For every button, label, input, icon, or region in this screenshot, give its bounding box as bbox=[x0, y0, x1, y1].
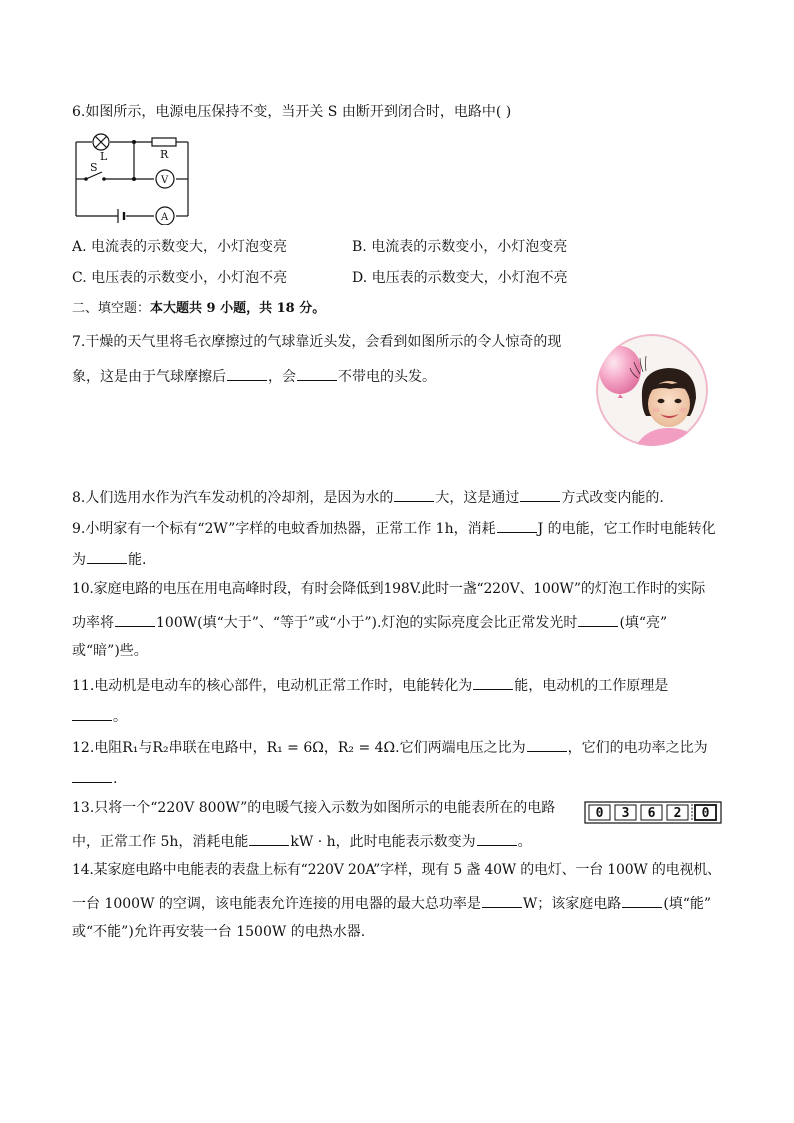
q10-text-c: 100W(填“大于”、“等于”或“小于”).灯泡的实际亮度会比正常发光时 bbox=[156, 615, 578, 631]
q11-line1 bbox=[72, 675, 668, 695]
q9-text-b: J 的电能，它工作时电能转化 bbox=[537, 521, 716, 537]
q14-text-c: W；该家庭电路 bbox=[522, 896, 622, 912]
answer-blank[interactable] bbox=[527, 737, 567, 752]
q10-text-d: (填“亮” bbox=[619, 615, 668, 631]
answer-blank[interactable] bbox=[87, 549, 127, 564]
answer-blank[interactable] bbox=[473, 675, 513, 690]
answer-blank[interactable] bbox=[520, 487, 560, 502]
q11-text-b: 能，电动机的工作原理是 bbox=[514, 678, 669, 694]
q14-text-d: (填“能” bbox=[663, 896, 712, 912]
q12-line2 bbox=[72, 768, 117, 788]
q12-text-c: . bbox=[113, 771, 118, 787]
q7-text-a: 象，这是由于气球摩擦后 bbox=[72, 369, 226, 385]
q11-line2 bbox=[72, 706, 127, 726]
q6-stem: 6.如图所示，电源电压保持不变，当开关 S 由断开到闭合时，电路中( ) bbox=[72, 104, 512, 120]
q6-option-d: D. 电压表的示数变大，小灯泡不亮 bbox=[352, 270, 568, 286]
q10-line2 bbox=[72, 612, 667, 632]
q14-line2 bbox=[72, 893, 711, 913]
voltmeter-label: V bbox=[161, 175, 169, 186]
section-heading-prefix: 二、填空题： bbox=[72, 301, 151, 316]
q14-line3: 或“不能”)允许再安装一台 1500W 的电热水器. bbox=[72, 924, 366, 940]
ammeter-label: A bbox=[161, 212, 169, 223]
q6-option-b: B. 电流表的示数变小，小灯泡变亮 bbox=[352, 239, 568, 255]
q7-text-b: ，会 bbox=[268, 369, 296, 385]
q11-text-c: 。 bbox=[113, 709, 127, 725]
q7-line1: 7.干燥的天气里将毛衣摩擦过的气球靠近头发，会看到如图所示的令人惊奇的现 bbox=[72, 334, 562, 350]
q9-text-a: 9.小明家有一个标有“2W”字样的电蚊香加热器，正常工作 1h，消耗 bbox=[72, 521, 496, 537]
answer-blank[interactable] bbox=[497, 518, 537, 533]
answer-blank[interactable] bbox=[477, 831, 517, 846]
q8-text-b: 大，这是通过 bbox=[435, 490, 520, 506]
section-heading-bold: 本大题共 9 小题，共 18 分。 bbox=[150, 301, 326, 316]
q6-circuit-diagram bbox=[70, 130, 200, 225]
answer-blank[interactable] bbox=[115, 612, 155, 627]
answer-blank[interactable] bbox=[227, 366, 267, 381]
q8 bbox=[72, 487, 664, 507]
q13-text-d: 。 bbox=[517, 834, 532, 850]
q13-line1: 13.只将一个“220V 800W”的电暖气接入示数为如图所示的电能表所在的电路 bbox=[72, 800, 556, 816]
lamp-label: L bbox=[100, 150, 108, 163]
answer-blank[interactable] bbox=[482, 893, 522, 908]
energy-meter-display bbox=[584, 801, 724, 825]
meter-digit: 0 bbox=[595, 806, 604, 821]
q13-text-b: 中，正常工作 5h，消耗电能 bbox=[72, 834, 249, 850]
meter-digit: 2 bbox=[673, 806, 682, 821]
q10-text-b: 功率将 bbox=[72, 615, 114, 631]
meter-digit: 3 bbox=[621, 806, 630, 821]
resistor-label: R bbox=[160, 148, 169, 161]
answer-blank[interactable] bbox=[622, 893, 662, 908]
q6-option-a: A. 电流表的示数变大，小灯泡变亮 bbox=[72, 239, 288, 255]
answer-blank[interactable] bbox=[297, 366, 337, 381]
q8-text-a: 8.人们选用水作为汽车发动机的冷却剂，是因为水的 bbox=[72, 490, 394, 506]
q6-option-c: C. 电压表的示数变小，小灯泡不亮 bbox=[72, 270, 288, 286]
section-heading bbox=[72, 301, 325, 317]
q13-line2 bbox=[72, 831, 532, 851]
answer-blank[interactable] bbox=[394, 487, 434, 502]
q7-text-c: 不带电的头发。 bbox=[338, 369, 436, 385]
q12-text-b: ，它们的电功率之比为 bbox=[567, 740, 708, 756]
q9-line2 bbox=[72, 549, 146, 569]
q14-text-b: 一台 1000W 的空调，该电能表允许连接的用电器的最大总功率是 bbox=[72, 896, 481, 912]
q8-text-c: 方式改变内能的. bbox=[561, 490, 664, 506]
q11-text-a: 11.电动机是电动车的核心部件，电动机正常工作时，电能转化为 bbox=[72, 678, 473, 694]
balloon-hair-photo bbox=[596, 334, 708, 446]
answer-blank[interactable] bbox=[72, 768, 112, 783]
q14-line1: 14.某家庭电路中电能表的表盘上标有“220V 20A”字样，现有 5 盏 40W 的电灯、一台 100W 的电视机、 bbox=[72, 862, 721, 878]
answer-blank[interactable] bbox=[72, 706, 112, 721]
q9-text-d: 能. bbox=[128, 552, 147, 568]
q10-line1: 10.家庭电路的电压在用电高峰时段，有时会降低到198V.此时一盏“220V、100W”的灯泡工作时的实际 bbox=[72, 581, 706, 597]
answer-blank[interactable] bbox=[249, 831, 289, 846]
switch-label: S bbox=[90, 161, 98, 174]
q13-text-c: kW · h，此时电能表示数变为 bbox=[290, 834, 476, 850]
q12-line1 bbox=[72, 737, 708, 757]
meter-digit: 0 bbox=[701, 806, 710, 821]
meter-digit: 6 bbox=[647, 806, 656, 821]
answer-blank[interactable] bbox=[578, 612, 618, 627]
q9-line1 bbox=[72, 518, 716, 538]
q12-text-a: 12.电阻R₁与R₂串联在电路中，R₁ = 6Ω，R₂ = 4Ω.它们两端电压之比为 bbox=[72, 740, 526, 756]
q9-text-c: 为 bbox=[72, 552, 86, 568]
q10-line3: 或“暗”)些。 bbox=[72, 643, 148, 659]
q7-line2 bbox=[72, 366, 436, 386]
